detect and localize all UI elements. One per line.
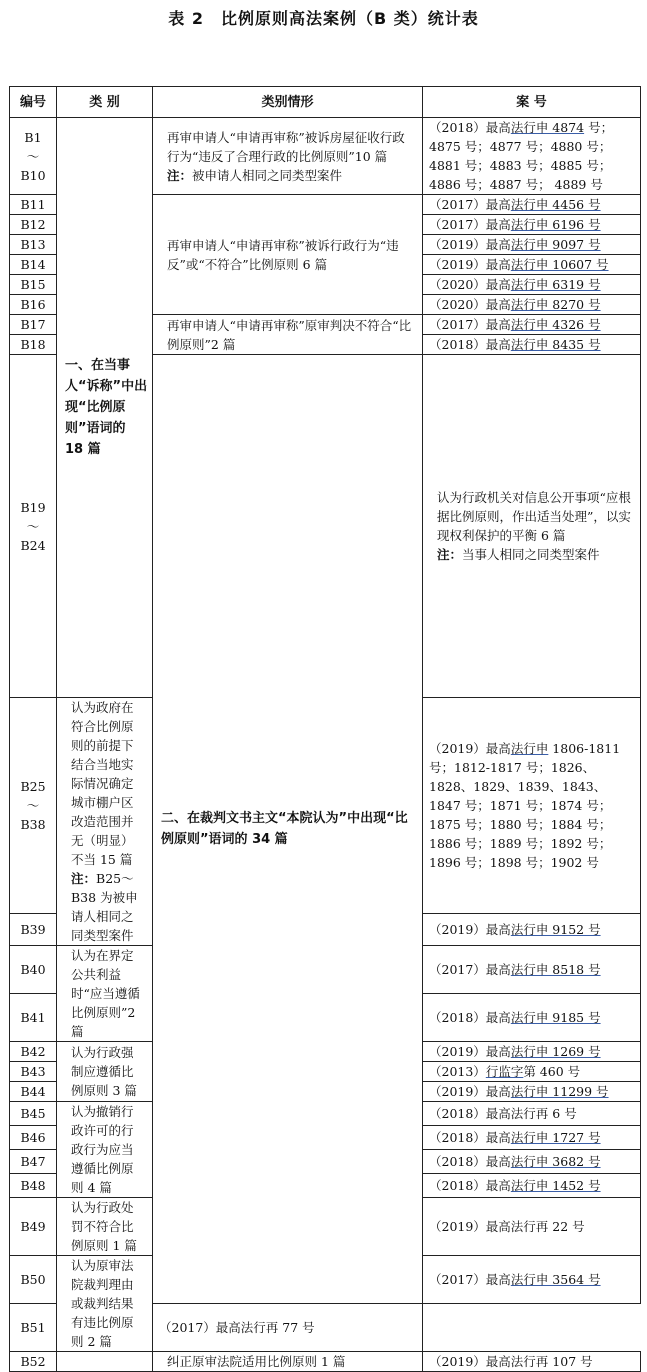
case-prefix: （2017）最高 bbox=[429, 962, 511, 977]
row-code: B17 bbox=[10, 315, 57, 335]
case-cell bbox=[153, 1304, 423, 1352]
row-code: B11 bbox=[10, 195, 57, 215]
case-cell bbox=[423, 1174, 641, 1198]
case-cell bbox=[423, 315, 641, 335]
code-end: B10 bbox=[20, 167, 46, 183]
case-link[interactable]: 法行申 3564 号 bbox=[510, 1272, 601, 1287]
category-empty bbox=[57, 1352, 153, 1372]
case-link[interactable]: 法行申 4456 号 bbox=[510, 197, 601, 212]
case-cell bbox=[423, 698, 641, 914]
situation-text: 认为在界定公共利益时“应当遵循比例原则”2 篇 bbox=[57, 946, 153, 1042]
case-link[interactable]: 法行申 1269 号 bbox=[510, 1044, 601, 1059]
row-code: B45 bbox=[10, 1102, 57, 1126]
case-prefix: （2017）最高 bbox=[429, 1272, 511, 1287]
case-cell bbox=[423, 994, 641, 1042]
case-link[interactable]: 法行申 8518 号 bbox=[510, 962, 601, 977]
row-code: B52 bbox=[10, 1352, 57, 1372]
table-row bbox=[10, 1352, 641, 1372]
case-prefix: （2019）最高 bbox=[429, 740, 511, 756]
case-cell bbox=[423, 275, 641, 295]
code-range-b19-b24 bbox=[10, 355, 57, 698]
row-code: B51 bbox=[10, 1304, 57, 1352]
situation-text: 认为行政强制应遵循比例原则 3 篇 bbox=[57, 1042, 153, 1102]
row-code: B50 bbox=[10, 1256, 57, 1304]
table-header-row bbox=[10, 87, 641, 118]
situation-cell bbox=[423, 355, 641, 698]
code-start: B19 bbox=[20, 499, 46, 515]
page-title: 表 2 比例原则高法案例（B 类）统计表 bbox=[168, 9, 479, 28]
case-prefix: （2018）最高 bbox=[429, 1130, 511, 1145]
case-link[interactable]: 法行申 9097 号 bbox=[510, 237, 601, 252]
situation-text: 再审申请人“申请再审称”被诉行政行为“违反”或“不符合”比例原则 6 篇 bbox=[153, 195, 423, 315]
case-link[interactable]: 法行申 9185 号 bbox=[510, 1010, 601, 1025]
header-category: 类 别 bbox=[57, 87, 153, 118]
case-link[interactable]: 法行申 8435 号 bbox=[510, 337, 601, 352]
code-start: B1 bbox=[24, 129, 42, 145]
case-prefix: （2018）最高 bbox=[429, 120, 511, 135]
case-link[interactable]: 法行申 1452 号 bbox=[510, 1178, 601, 1193]
case-link[interactable]: 法行申 10607 号 bbox=[510, 257, 609, 272]
row-code: B47 bbox=[10, 1150, 57, 1174]
row-code: B16 bbox=[10, 295, 57, 315]
case-cell bbox=[423, 946, 641, 994]
case-cell bbox=[423, 1062, 641, 1082]
case-cell bbox=[423, 195, 641, 215]
row-code: B18 bbox=[10, 335, 57, 355]
situation-text: 再审申请人“申请再审称”被诉房屋征收行政行为“违反了合理行政的比例原则”10 篇 bbox=[167, 129, 405, 164]
case-link[interactable]: 法行申 11299 号 bbox=[510, 1084, 609, 1099]
case-suffix: 1806-1811 号；1812-1817 号；1826、1828、1829、1839、1843、1847 号；1871 号；1874 号；1875 号；1880 号；1884 号；1886 号；1889 号；1892 号；1896 号；1898 号；1902 号 bbox=[429, 740, 621, 870]
category-2: 二、在裁判文书主文“本院认为”中出现“比例原则”语词的 34 篇 bbox=[153, 355, 423, 1304]
case-cell bbox=[423, 335, 641, 355]
row-code: B48 bbox=[10, 1174, 57, 1198]
case-link[interactable]: 法行申 4874 bbox=[510, 120, 585, 135]
note-label: 注： bbox=[71, 871, 97, 886]
case-cell bbox=[423, 1126, 641, 1150]
situation-text: 认为政府在符合比例原则的前提下结合当地实际情况确定城市棚户区改造范围并无（明显）不当 15 篇 bbox=[71, 700, 134, 867]
case-prefix: （2019）最高 bbox=[429, 921, 511, 937]
case-cell bbox=[423, 1198, 641, 1256]
row-code: B46 bbox=[10, 1126, 57, 1150]
row-code: B12 bbox=[10, 215, 57, 235]
case-cell bbox=[423, 215, 641, 235]
row-code: B14 bbox=[10, 255, 57, 275]
row-code: B43 bbox=[10, 1062, 57, 1082]
category-1: 一、在当事人“诉称”中出现“比例原则”语词的 18 篇 bbox=[57, 118, 153, 698]
code-end: B38 bbox=[20, 816, 46, 832]
situation-text: 认为行政处罚不符合比例原则 1 篇 bbox=[57, 1198, 153, 1256]
code-tilde: ～ bbox=[26, 148, 40, 164]
case-cell bbox=[423, 235, 641, 255]
note-text: 当事人相同之同类型案件 bbox=[462, 547, 600, 562]
case-prefix: （2018）最高法行再 6 号 bbox=[429, 1106, 577, 1121]
case-link[interactable]: 法行申 6196 号 bbox=[510, 217, 601, 232]
code-tilde: ～ bbox=[26, 518, 40, 534]
note-label: 注： bbox=[437, 547, 463, 562]
note-text: 被申请人相同之同类型案件 bbox=[192, 167, 343, 183]
header-situation: 类别情形 bbox=[153, 87, 423, 118]
case-prefix: （2017）最高 bbox=[429, 197, 511, 212]
case-link[interactable]: 行监字 bbox=[485, 1064, 524, 1079]
case-prefix: （2013） bbox=[429, 1064, 486, 1079]
case-cell bbox=[423, 1150, 641, 1174]
case-link[interactable]: 法行申 9152 号 bbox=[510, 921, 601, 937]
row-code: B41 bbox=[10, 994, 57, 1042]
case-link[interactable]: 法行申 1727 号 bbox=[510, 1130, 601, 1145]
case-prefix: （2020）最高 bbox=[429, 297, 511, 312]
case-prefix: （2018）最高 bbox=[429, 1178, 511, 1193]
row-code: B13 bbox=[10, 235, 57, 255]
note-label: 注： bbox=[167, 167, 193, 183]
row-code: B42 bbox=[10, 1042, 57, 1062]
situation-cell bbox=[153, 118, 423, 195]
code-tilde: ～ bbox=[26, 797, 40, 813]
case-link[interactable]: 法行申 4326 号 bbox=[510, 317, 601, 332]
case-link[interactable]: 法行申 3682 号 bbox=[510, 1154, 601, 1169]
case-suffix: 第 460 号 bbox=[523, 1064, 581, 1079]
row-code: B44 bbox=[10, 1082, 57, 1102]
situation-cell bbox=[57, 698, 153, 946]
header-code: 编号 bbox=[10, 87, 57, 118]
code-range-b25-b38 bbox=[10, 698, 57, 914]
case-suffix: 号；4875 号；4877 号；4880 号；4881 号；4883 号；4885 号；4886 号；4887 号； 4889 号 bbox=[429, 120, 614, 192]
case-prefix: （2020）最高 bbox=[429, 277, 511, 292]
row-code: B39 bbox=[10, 913, 57, 945]
case-prefix: （2017）最高 bbox=[429, 317, 511, 332]
situation-text: 纠正原审法院适用比例原则 1 篇 bbox=[153, 1352, 423, 1372]
case-cell bbox=[423, 118, 641, 195]
case-prefix: （2019）最高 bbox=[429, 257, 511, 272]
case-cell bbox=[423, 255, 641, 275]
case-prefix: （2017）最高法行再 77 号 bbox=[159, 1320, 315, 1335]
case-cell bbox=[423, 295, 641, 315]
situation-text: 认为撤销行政许可的行政行为应当遵循比例原则 4 篇 bbox=[57, 1102, 153, 1198]
case-prefix: （2019）最高 bbox=[429, 237, 511, 252]
case-cell bbox=[423, 1082, 641, 1102]
row-code: B49 bbox=[10, 1198, 57, 1256]
case-link[interactable]: 法行申 8270 号 bbox=[510, 297, 601, 312]
situation-text: 认为行政机关对信息公开事项“应根据比例原则，作出适当处理”，以实现权利保护的平衡 6 篇 bbox=[437, 490, 631, 543]
case-prefix: （2019）最高 bbox=[429, 1044, 511, 1059]
note-text: B25～B38 为被申请人相同之同类型案件 bbox=[71, 871, 138, 943]
situation-text: 认为原审法院裁判理由或裁判结果有违比例原则 2 篇 bbox=[57, 1256, 153, 1352]
case-prefix: （2019）最高法行再 107 号 bbox=[429, 1354, 593, 1369]
row-code: B40 bbox=[10, 946, 57, 994]
header-case-number: 案 号 bbox=[423, 87, 641, 118]
case-prefix: （2019）最高法行再 22 号 bbox=[429, 1219, 585, 1234]
case-cell bbox=[423, 1102, 641, 1126]
case-prefix: （2018）最高 bbox=[429, 1010, 511, 1025]
case-prefix: （2017）最高 bbox=[429, 217, 511, 232]
case-prefix: （2019）最高 bbox=[429, 1084, 511, 1099]
row-code: B15 bbox=[10, 275, 57, 295]
case-link[interactable]: 法行申 6319 号 bbox=[510, 277, 601, 292]
case-prefix: （2018）最高 bbox=[429, 1154, 511, 1169]
situation-text: 再审申请人“申请再审称”原审判决不符合“比例原则”2 篇 bbox=[153, 315, 423, 355]
case-table bbox=[9, 86, 641, 1372]
case-cell bbox=[423, 1352, 641, 1372]
table-row bbox=[10, 118, 641, 195]
code-range-b1-b10 bbox=[10, 118, 57, 195]
case-link[interactable]: 法行申 bbox=[510, 740, 549, 756]
code-start: B25 bbox=[20, 778, 46, 794]
code-end: B24 bbox=[20, 537, 46, 553]
case-cell bbox=[423, 1042, 641, 1062]
case-cell bbox=[423, 913, 641, 945]
case-cell bbox=[423, 1256, 641, 1304]
case-prefix: （2018）最高 bbox=[429, 337, 511, 352]
